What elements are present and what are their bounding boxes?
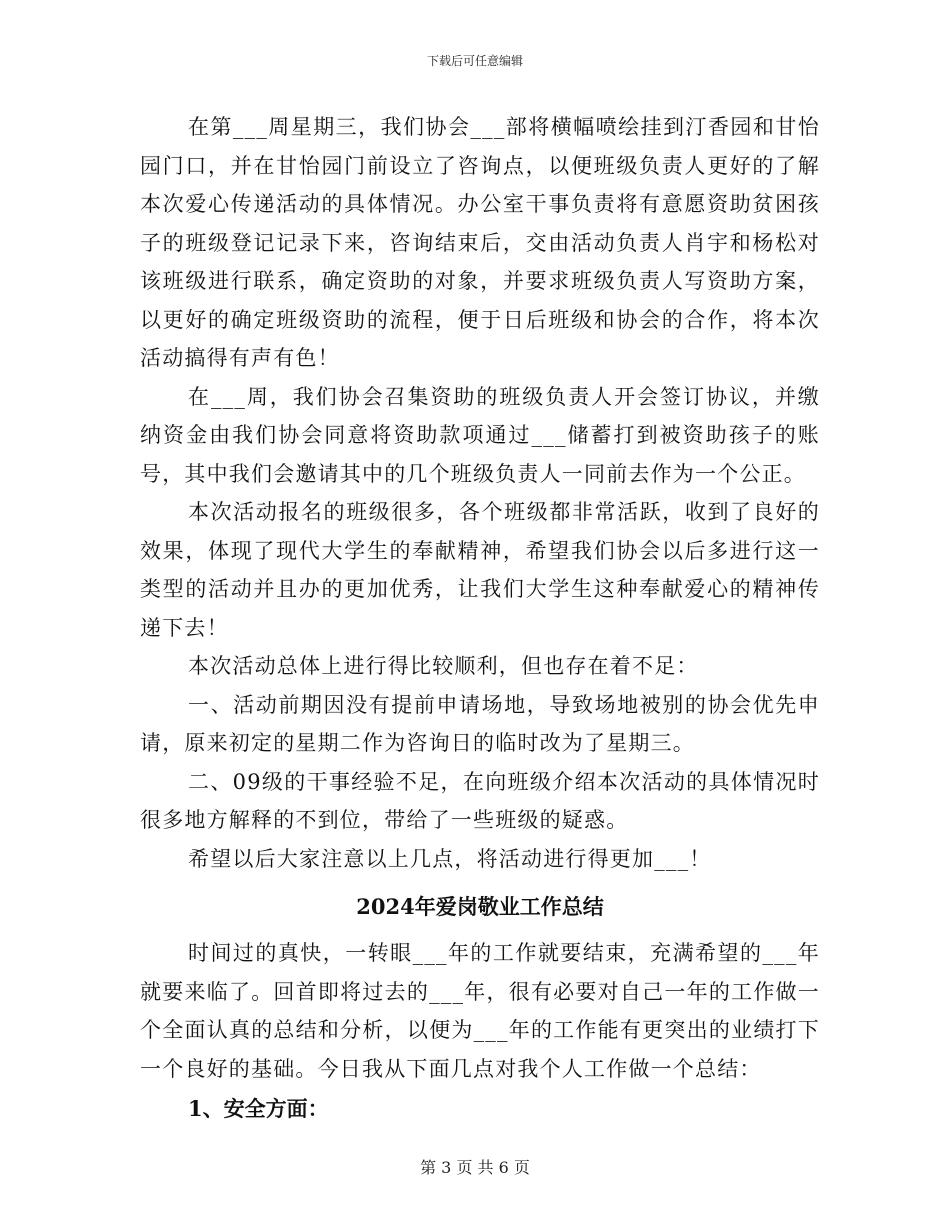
- paragraph-shortcomings-intro: 本次活动总体上进行得比较顺利，但也存在着不足：: [188, 654, 699, 678]
- page-footer: 第 3 页 共 6 页: [420, 1158, 530, 1177]
- paragraph-shortcoming-1: 一、活动前期因没有提前申请场地，导致场地被别的协会优先申请，原来初定的星期二作为咨询日的临时改为了星期三。: [140, 692, 820, 755]
- paragraph-shortcoming-2: 二、09级的干事经验不足，在向班级介绍本次活动的具体情况时很多地方解释的不到位，带给了一些班级的疑惑。: [140, 769, 820, 832]
- document-body: [140, 108, 820, 1129]
- paragraph-results: 本次活动报名的班级很多，各个班级都非常活跃，收到了良好的效果，体现了现代大学生的奉献精神，希望我们协会以后多进行这一类型的活动并且办的更加优秀，让我们大学生这种奉献爱心的精神传递下去！: [140, 500, 820, 640]
- paragraph-agreement: 在___周，我们协会召集资助的班级负责人开会签订协议，并缴纳资金由我们协会同意将资助款项通过___储蓄打到被资助孩子的账号，其中我们会邀请其中的几个班级负责人一同前去作为一个公正。: [140, 384, 820, 486]
- subheading-safety: 1、安全方面：: [188, 1096, 329, 1121]
- paragraph-summary-intro: 时间过的真快，一转眼___年的工作就要结束，充满希望的___年就要来临了。回首即将过去的___年，很有必要对自己一年的工作做一个全面认真的总结和分析，以便为___年的工作能有更突出的业绩打下一个良好的基础。今日我从下面几点对我个人工作做一个总结：: [140, 941, 820, 1081]
- paragraph-publicity: 在第___周星期三，我们协会___部将横幅喷绘挂到汀香园和甘怡园门口，并在甘怡园门前设立了咨询点，以便班级负责人更好的了解本次爱心传递活动的具体情况。办公室干事负责将有意愿资助贫困孩子的班级登记记录下来，咨询结束后，交由活动负责人肖宇和杨松对该班级进行联系，确定资助的对象，并要求班级负责人写资助方案，以更好的确定班级资助的流程，便于日后班级和协会的合作，将本次活动搞得有声有色！: [140, 115, 820, 370]
- section-title: 2024年爱岗敬业工作总结: [356, 894, 604, 919]
- page-header: 下载后可任意编辑: [426, 54, 523, 68]
- paragraph-closing: 希望以后大家注意以上几点，将活动进行得更加___！: [188, 846, 712, 871]
